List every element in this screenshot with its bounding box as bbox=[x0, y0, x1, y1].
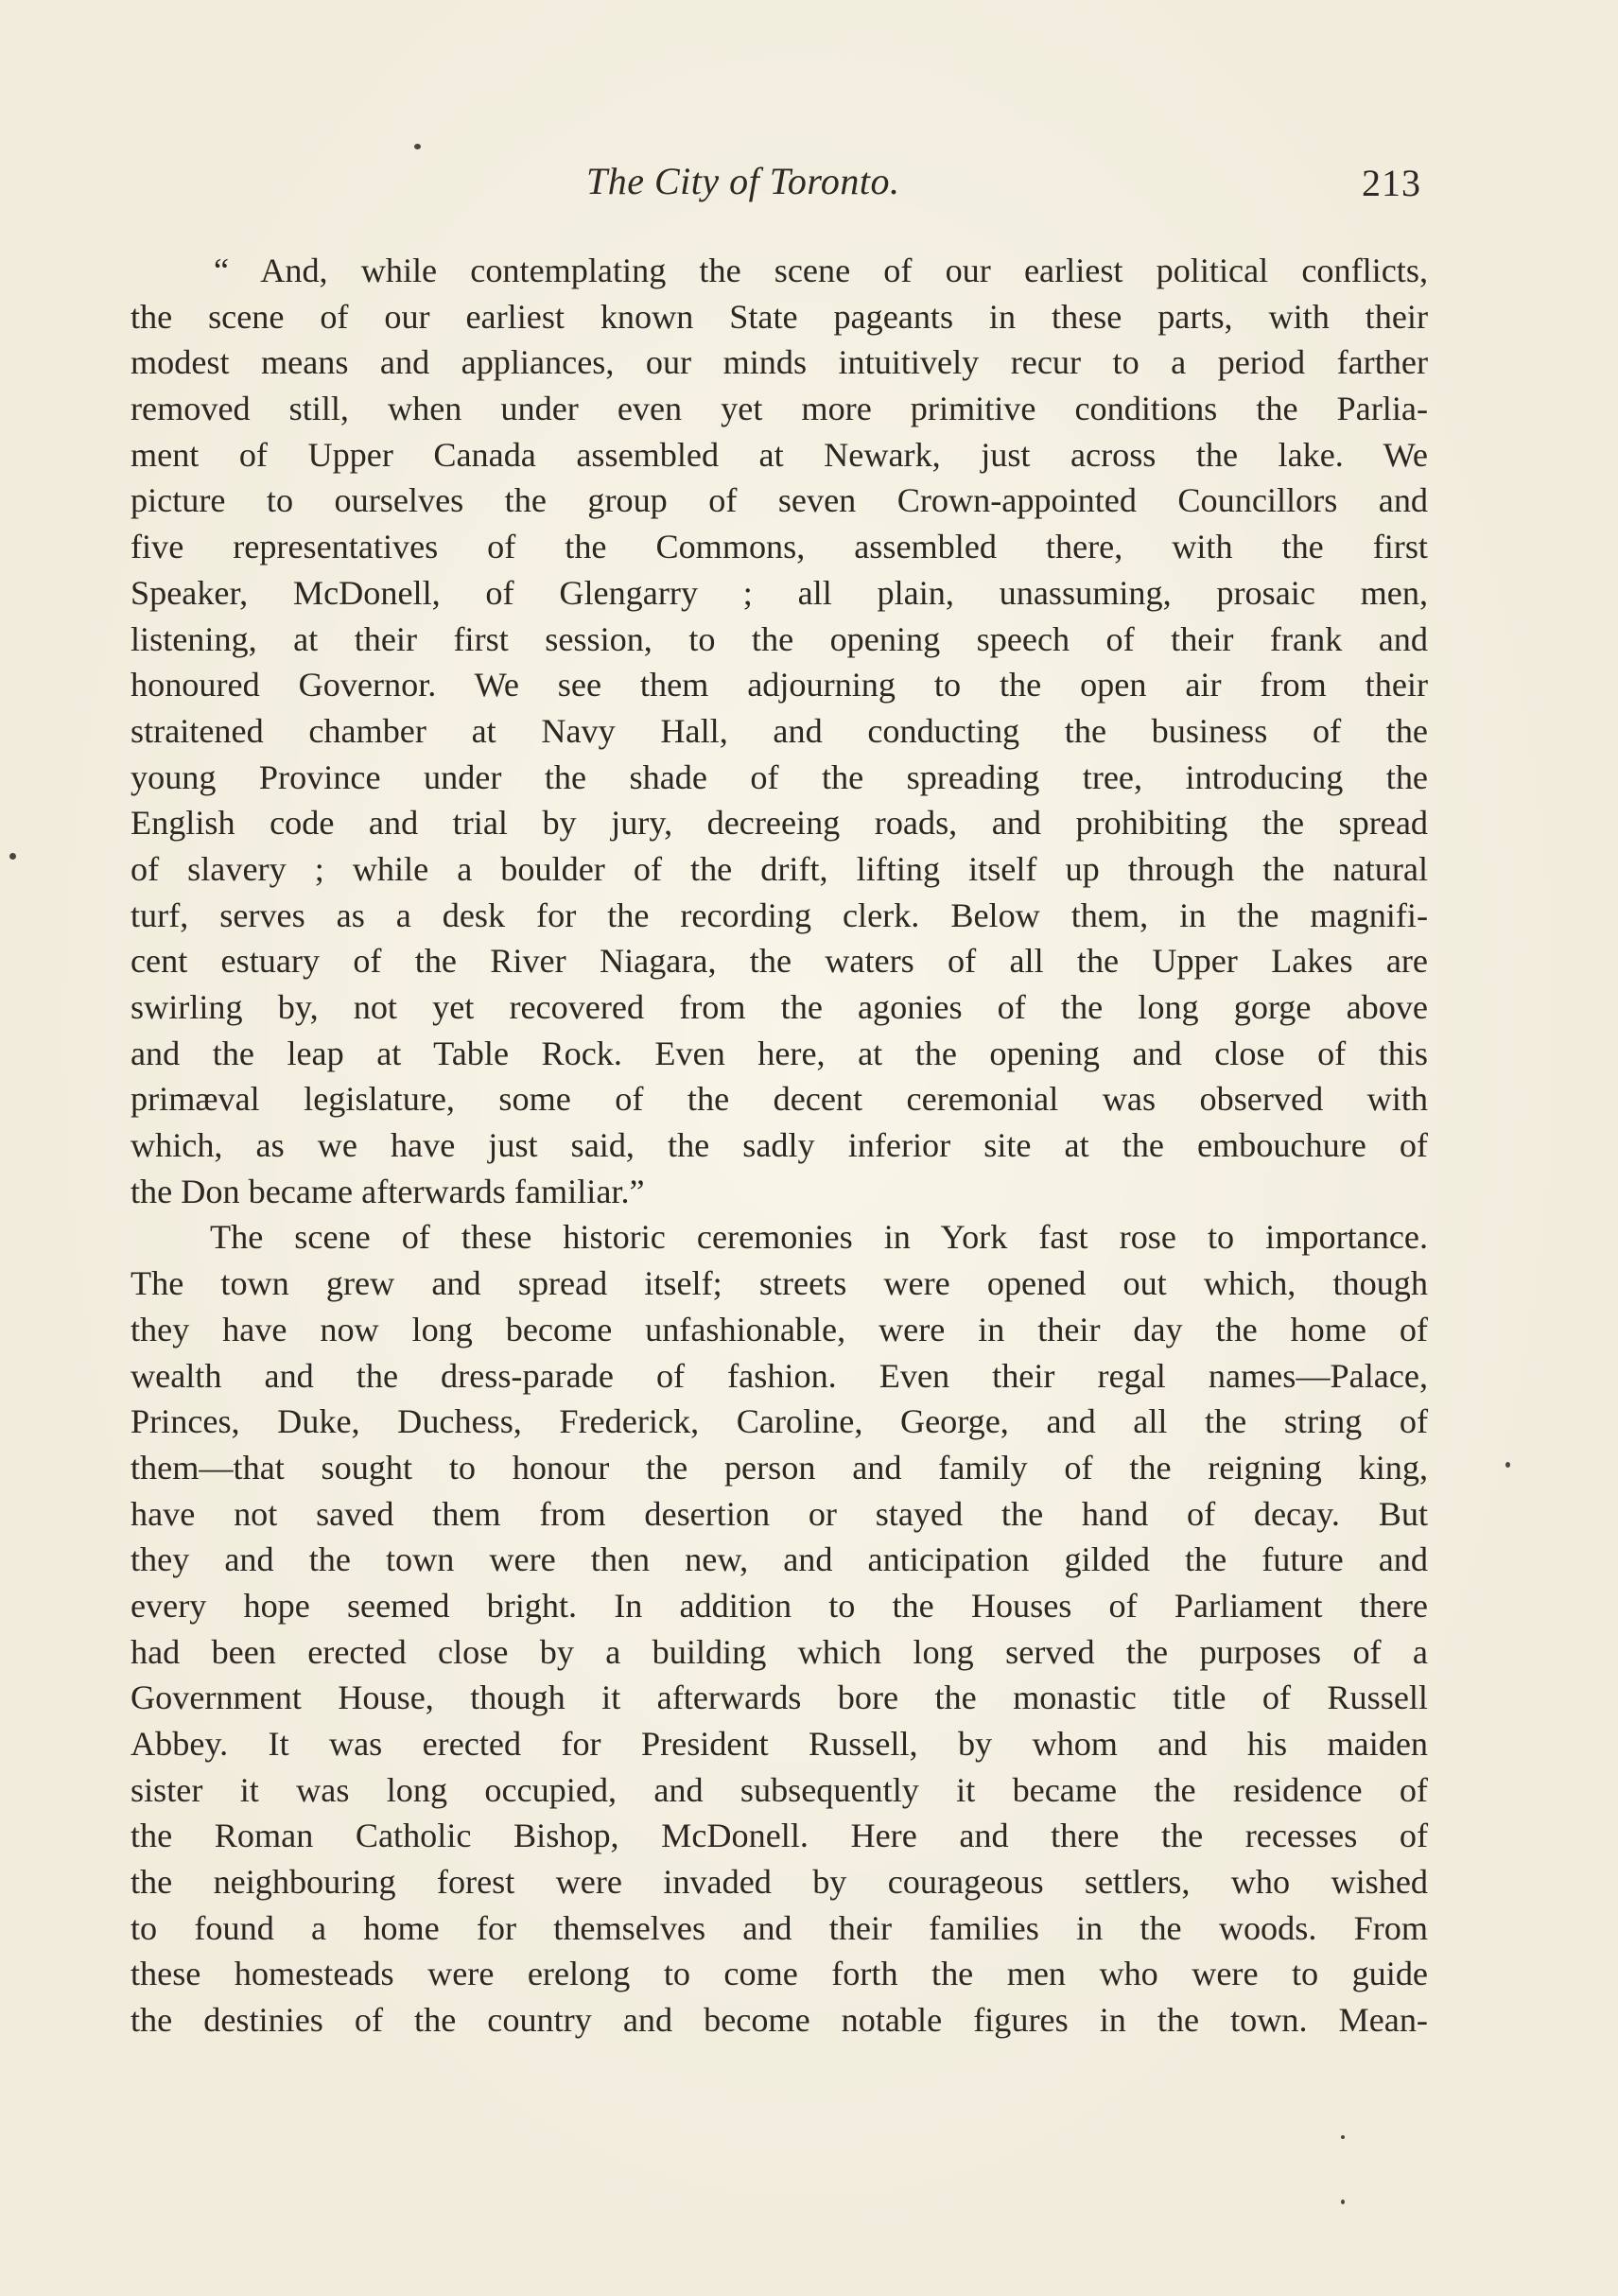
text-line: have not saved them from desertion or stayed the hand of decay. But bbox=[130, 1494, 1428, 1533]
text-line: straitened chamber at Navy Hall, and conducting the business of the bbox=[130, 711, 1428, 750]
text-line: young Province under the shade of the spreading tree, introducing the bbox=[130, 757, 1428, 796]
text-line: the Don became afterwards familiar.” bbox=[130, 1172, 645, 1210]
text-line: five representatives of the Commons, assembled there, with the first bbox=[130, 528, 1428, 566]
text-line: removed still, when under even yet more primitive conditions the Parlia- bbox=[130, 390, 1428, 428]
text-line: Speaker, McDonell, of Glengarry ; all plain, unassuming, prosaic men, bbox=[130, 573, 1428, 612]
text-line: Princes, Duke, Duchess, Frederick, Caroline, George, and all the string of bbox=[130, 1402, 1428, 1441]
print-speck bbox=[1341, 2200, 1345, 2204]
text-line: English code and trial by jury, decreeing roads, and prohibiting the spread bbox=[130, 804, 1428, 843]
text-line: of slavery ; while a boulder of the drift, lifting itself up through the natural bbox=[130, 849, 1428, 888]
text-line: primæval legislature, some of the decent ceremonial was observed with bbox=[130, 1080, 1428, 1119]
text-line: picture to ourselves the group of seven Crown-appointed Councillors and bbox=[130, 481, 1428, 520]
body-text bbox=[130, 248, 1428, 2044]
text-line: Abbey. It was erected for President Russell, by whom and his maiden bbox=[130, 1725, 1428, 1763]
page-number: 213 bbox=[1362, 162, 1421, 204]
text-line: the scene of our earliest known State pageants in these parts, with their bbox=[130, 297, 1428, 336]
text-line: sister it was long occupied, and subsequently it became the residence of bbox=[130, 1770, 1428, 1809]
text-line: these homesteads were erelong to come forth the men who were to guide bbox=[130, 1955, 1428, 1993]
text-line: they and the town were then new, and anticipation gilded the future and bbox=[130, 1540, 1428, 1579]
text-line: listening, at their first session, to the opening speech of their frank and bbox=[130, 619, 1428, 658]
text-line: they have now long become unfashionable, were in their day the home of bbox=[130, 1310, 1428, 1348]
text-line: swirling by, not yet recovered from the agonies of the long gorge above bbox=[130, 988, 1428, 1026]
text-line: them—that sought to honour the person and family of the reigning king, bbox=[130, 1448, 1428, 1487]
text-line: wealth and the dress-parade of fashion. Even their regal names—Palace, bbox=[130, 1356, 1428, 1395]
text-line: “ And, while contemplating the scene of our earliest political conflicts, bbox=[214, 252, 1428, 289]
text-line: ment of Upper Canada assembled at Newark, just across the lake. We bbox=[130, 435, 1428, 474]
text-line: the neighbouring forest were invaded by courageous settlers, who wished bbox=[130, 1863, 1428, 1902]
text-line: turf, serves as a desk for the recording clerk. Below them, in the magnifi- bbox=[130, 896, 1428, 934]
text-line: The scene of these historic ceremonies in York fast rose to importance. bbox=[210, 1218, 1428, 1257]
print-speck bbox=[414, 144, 421, 149]
text-line: every hope seemed bright. In addition to the Houses of Parliament there bbox=[130, 1586, 1428, 1625]
page-header bbox=[0, 159, 1618, 216]
text-line: cent estuary of the River Niagara, the waters of all the Upper Lakes are bbox=[130, 942, 1428, 981]
text-line: which, as we have just said, the sadly inferior site at the embouchure of bbox=[130, 1126, 1428, 1165]
running-title: The City of Toronto. bbox=[586, 160, 900, 202]
print-speck bbox=[9, 853, 16, 860]
text-line: The town grew and spread itself; streets were opened out which, though bbox=[130, 1264, 1428, 1303]
text-line: the Roman Catholic Bishop, McDonell. Here and there the recesses of bbox=[130, 1817, 1428, 1855]
text-line: Government House, though it afterwards bore the monastic title of Russell bbox=[130, 1679, 1428, 1717]
text-line: the destinies of the country and become notable figures in the town. Mean- bbox=[130, 2001, 1428, 2040]
text-line: had been erected close by a building which long served the purposes of a bbox=[130, 1632, 1428, 1671]
text-line: modest means and appliances, our minds intuitively recur to a period farther bbox=[130, 343, 1428, 382]
print-speck bbox=[1505, 1462, 1510, 1468]
text-line: and the leap at Table Rock. Even here, at the opening and close of this bbox=[130, 1034, 1428, 1072]
text-line: honoured Governor. We see them adjourning to the open air from their bbox=[130, 666, 1428, 704]
text-line: to found a home for themselves and their families in the woods. From bbox=[130, 1908, 1428, 1947]
print-speck bbox=[1341, 2135, 1345, 2139]
